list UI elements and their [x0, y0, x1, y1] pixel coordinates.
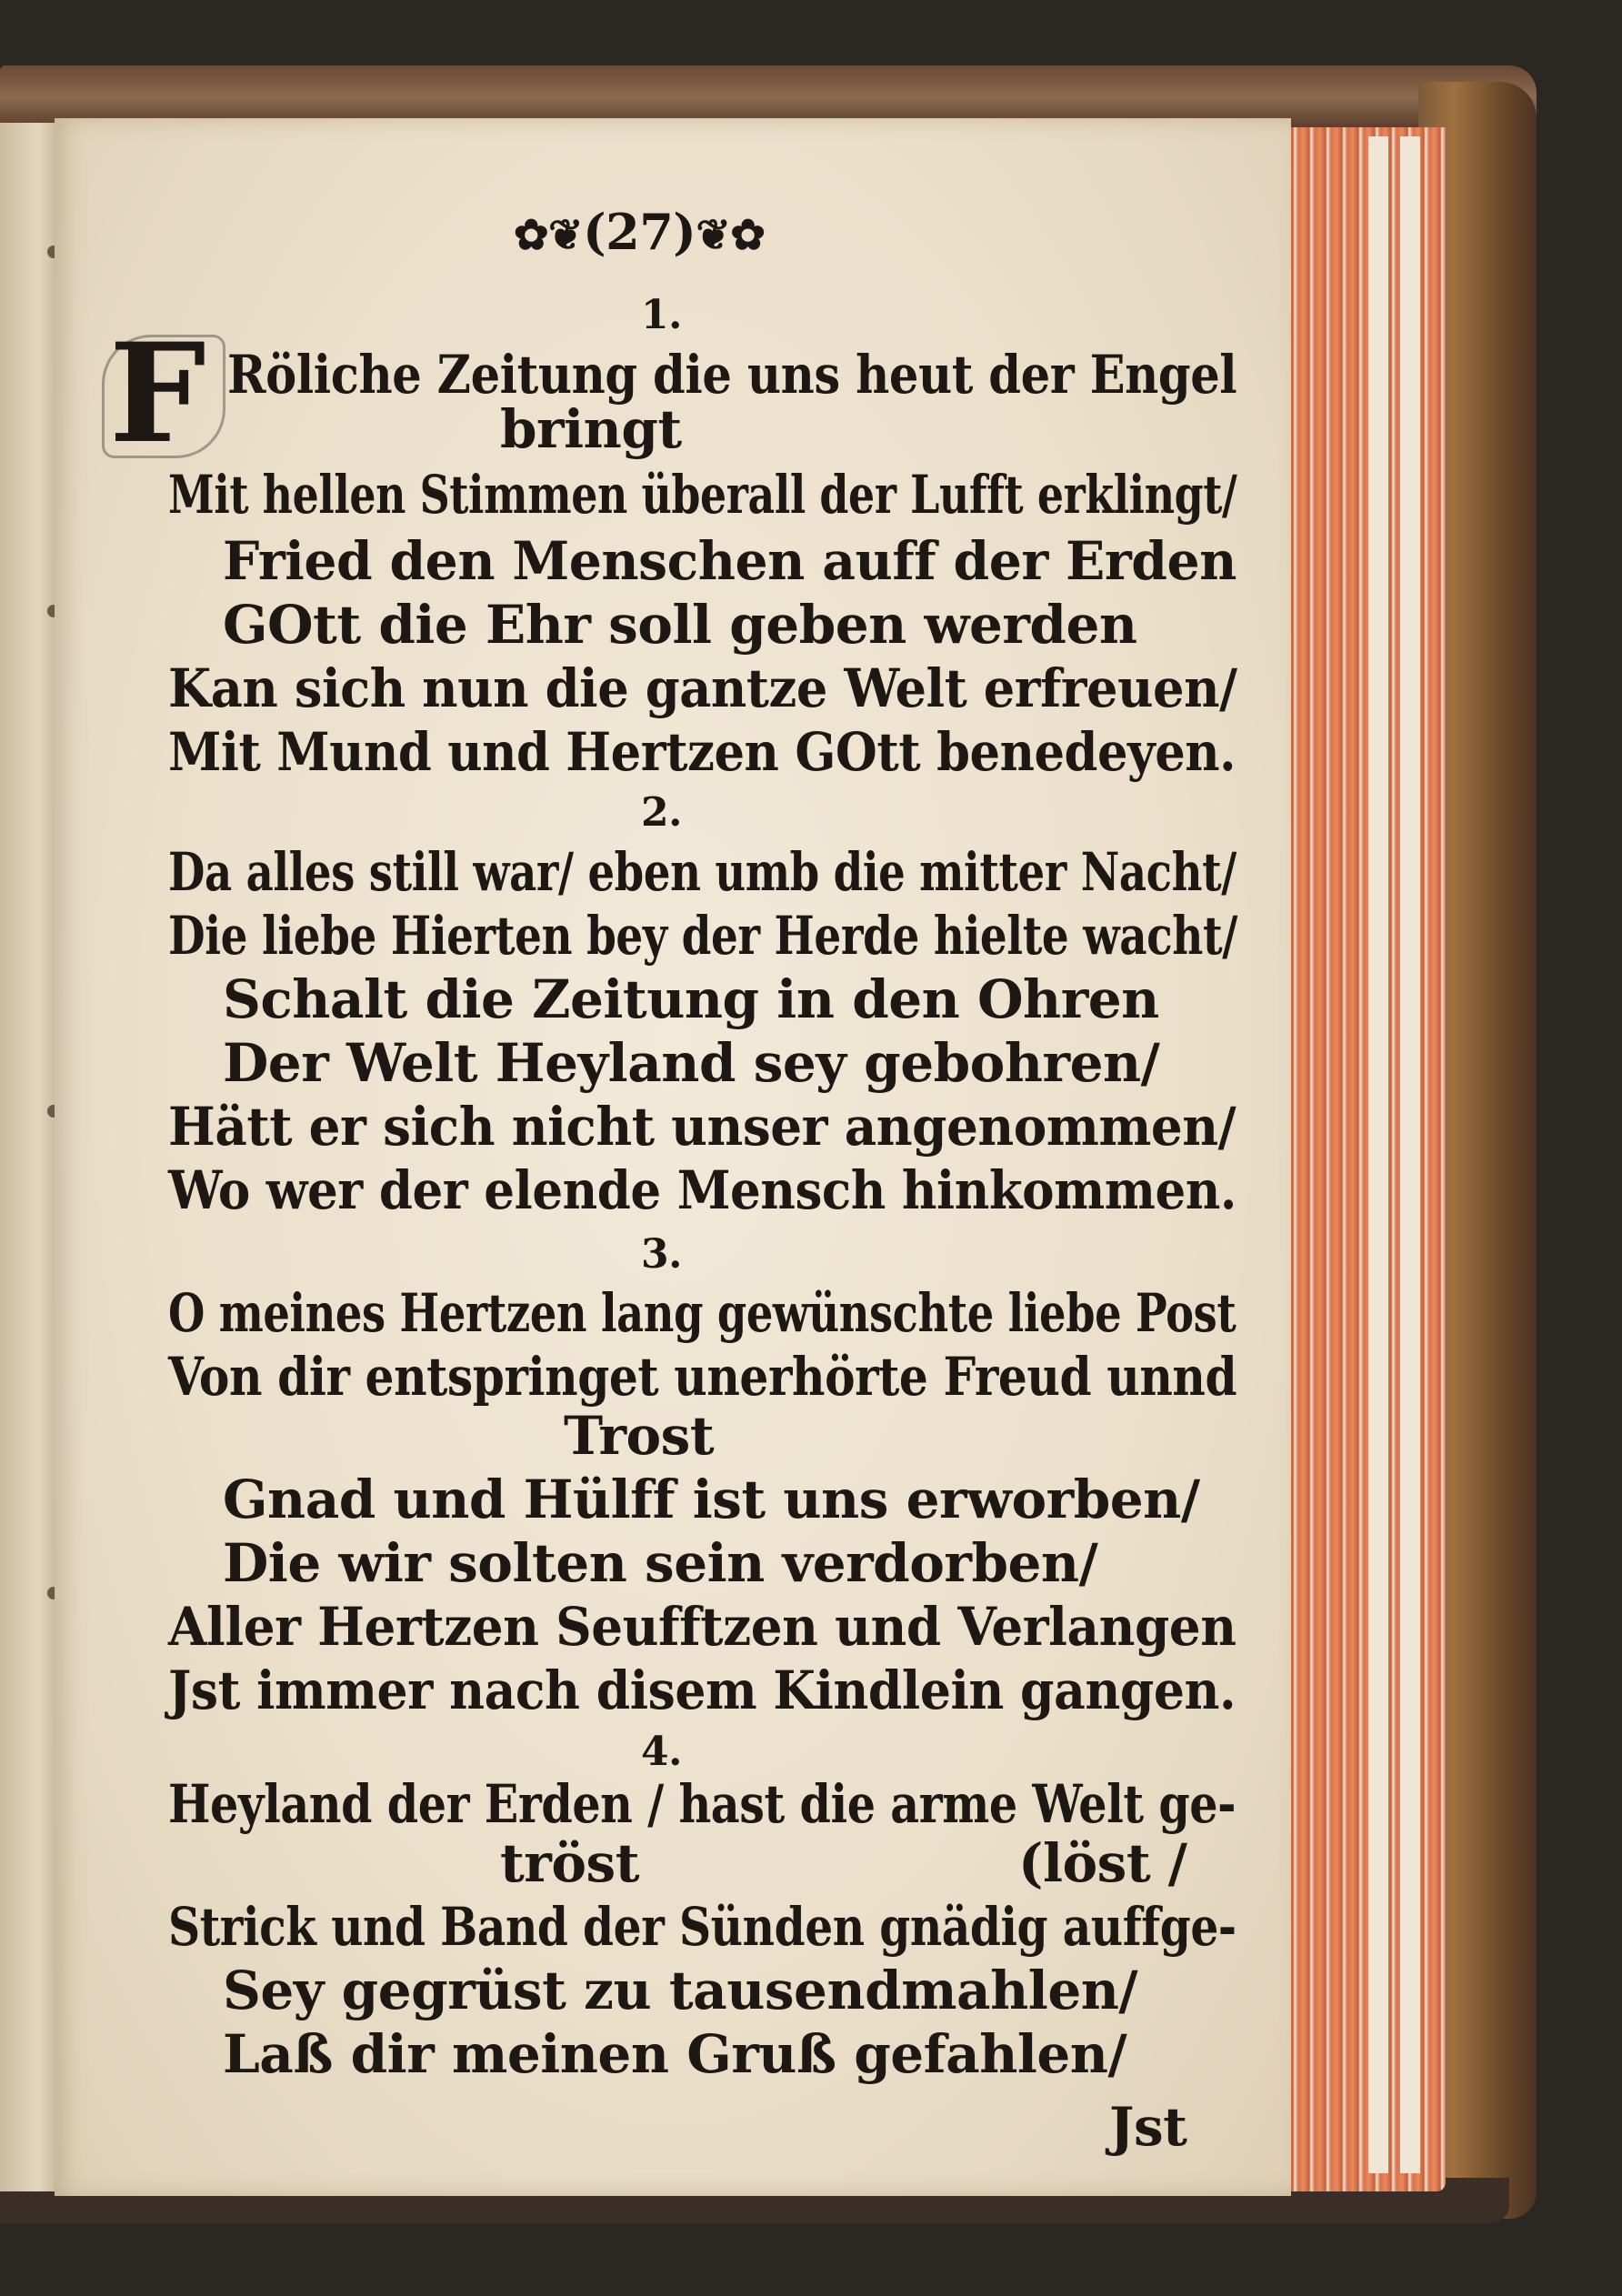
verse-number: 1. — [641, 292, 682, 338]
verse-line: GOtt die Ehr soll geben werden — [223, 594, 1137, 656]
verse-line: Die liebe Hierten bey der Herde hielte wacht/ — [168, 905, 1237, 967]
verse-line: Schalt die Zeitung in den Ohren — [223, 968, 1159, 1030]
page — [55, 118, 1291, 2196]
verse-number: 4. — [641, 1729, 682, 1775]
verse-line: Sey gegrüst zu tausendmahlen/ — [223, 1960, 1138, 2021]
verse-line: Gnad und Hülff ist uns erworben/ — [223, 1469, 1200, 1530]
header-ornament-right-icon: ❦✿ — [696, 210, 766, 259]
verse-line: Von dir entspringet unerhörte Freud unnd — [168, 1346, 1237, 1408]
verse-line: Hätt er sich nicht unser angenommen/ — [168, 1096, 1237, 1158]
verse-line: Röliche Zeitung die uns heut der Engel — [227, 344, 1237, 406]
verse-line: tröst — [500, 1832, 639, 1894]
verse-line: Fried den Menschen auff der Erden — [223, 530, 1237, 592]
decorated-initial — [109, 314, 218, 474]
header-ornament-left-icon: ✿❦ — [514, 210, 584, 259]
verse-line: bringt — [500, 398, 682, 460]
page-number: (27) — [583, 203, 696, 261]
verse-line: Wo wer der elende Mensch hinkommen. — [168, 1159, 1237, 1221]
verse-line: Mit Mund und Hertzen GOtt benedeyen. — [168, 721, 1237, 783]
verse-line: Heyland der Erden / hast die arme Welt ge- — [168, 1773, 1237, 1835]
verse-number: 2. — [641, 789, 682, 836]
verse-line: Mit hellen Stimmen überall der Lufft erklingt/ — [168, 464, 1237, 526]
page-edge-sheet — [1368, 136, 1388, 2173]
verse-line: Laß dir meinen Gruß gefahlen/ — [223, 2023, 1127, 2085]
verse-number: 3. — [641, 1231, 682, 1278]
verse-line: Trost — [564, 1405, 715, 1467]
page-text — [55, 118, 1291, 2196]
verse-line: O meines Hertzen lang gewünschte liebe Post — [168, 1282, 1237, 1344]
verse-line: Kan sich nun die gantze Welt erfreuen/ — [168, 657, 1237, 719]
page-edge-sheet — [1400, 136, 1420, 2173]
verse-line: Strick und Band der Sünden gnädig auffge- — [168, 1896, 1237, 1958]
page-edge-stack — [1282, 127, 1446, 2191]
catchword: Jst — [1109, 2096, 1187, 2158]
verse-line: Da alles still war/ eben umb die mitter Nacht/ — [168, 841, 1237, 903]
verse-line: Der Welt Heyland sey gebohren/ — [223, 1032, 1160, 1094]
verse-line: Jst immer nach disem Kindlein gangen. — [168, 1659, 1237, 1721]
verse-line: Aller Hertzen Seufftzen und Verlangen — [168, 1596, 1237, 1658]
verse-line: (löst / — [1018, 1832, 1187, 1894]
initial-flourish-icon — [102, 335, 225, 458]
verse-line: Die wir solten sein verdorben/ — [223, 1532, 1098, 1594]
page-header — [514, 203, 766, 261]
initial-letter: F — [109, 314, 206, 474]
